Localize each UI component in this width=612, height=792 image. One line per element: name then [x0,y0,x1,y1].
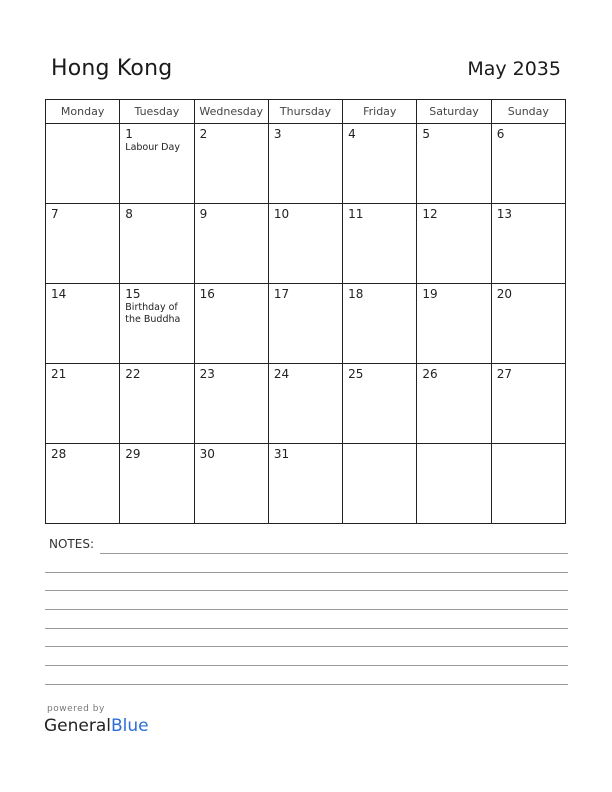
day-number: 31 [273,447,290,461]
day-cell [194,284,268,364]
weekday-header: Friday [343,100,417,124]
day-number: 21 [51,367,67,381]
calendar-country-title: Hong Kong [51,56,173,81]
note-line [45,628,568,629]
day-cell [120,444,194,524]
day-number: 2 [199,127,208,141]
logo-blue-text: Blue [111,716,149,736]
day-cell [194,124,268,204]
day-cell [417,364,491,444]
day-cell [343,204,417,284]
day-cell [268,364,342,444]
week-row [46,124,566,204]
day-number: 16 [199,287,215,301]
day-number: 12 [422,207,438,221]
holiday-label: Birthday of the Buddha [125,302,181,325]
day-cell [417,284,491,364]
day-cell [120,284,194,364]
day-number: 5 [422,127,431,141]
week-row [46,284,566,364]
logo-general-text: General [44,716,111,736]
day-cell [120,364,194,444]
day-cell [417,204,491,284]
day-number: 15 [125,287,141,301]
day-cell [268,124,342,204]
week-row [46,204,566,284]
day-number: 11 [348,207,364,221]
note-line [45,646,568,647]
day-number: 29 [125,447,141,461]
day-number: 4 [348,127,356,141]
weekday-header: Thursday [268,100,342,124]
weekday-header: Monday [46,100,120,124]
day-cell [491,124,565,204]
day-number: 1 [125,127,133,141]
day-cell [491,204,565,284]
weekday-header-row [46,100,566,124]
day-cell [46,284,120,364]
day-number: 8 [125,207,133,221]
calendar-grid [45,99,566,524]
weekday-header: Tuesday [120,100,194,124]
day-cell [343,124,417,204]
day-cell [46,124,120,204]
day-number: 25 [348,367,364,381]
day-cell [268,284,342,364]
week-row [46,364,566,444]
holiday-label: Labour Day [125,142,180,153]
generalblue-logo[interactable] [44,716,149,736]
day-number: 10 [273,207,290,221]
day-cell [343,364,417,444]
day-number: 3 [273,127,282,141]
day-cell [120,124,194,204]
day-cell [491,284,565,364]
day-number: 17 [273,287,290,301]
day-number: 20 [496,287,512,301]
note-line [45,684,568,685]
day-number: 7 [51,207,59,221]
day-cell [46,204,120,284]
day-cell [268,444,342,524]
week-row [46,444,566,524]
notes-label: NOTES: [49,537,94,551]
day-number: 18 [348,287,364,301]
note-line [45,572,568,573]
day-cell [343,284,417,364]
day-cell [491,444,565,524]
day-number: 13 [496,207,512,221]
weekday-header: Wednesday [194,100,268,124]
day-number: 14 [51,287,67,301]
weekday-header: Sunday [491,100,565,124]
powered-by-text: powered by [47,704,105,714]
day-cell [491,364,565,444]
day-number: 28 [51,447,67,461]
day-cell [194,444,268,524]
day-number: 24 [273,367,290,381]
day-number: 27 [496,367,512,381]
day-number: 22 [125,367,141,381]
day-number: 6 [496,127,505,141]
day-cell [46,444,120,524]
day-cell [417,444,491,524]
day-cell [417,124,491,204]
day-cell [194,204,268,284]
note-line [45,609,568,610]
day-number: 9 [199,207,208,221]
calendar-month-title: May 2035 [467,58,561,80]
day-cell [194,364,268,444]
note-line [100,553,568,554]
weekday-header: Saturday [417,100,491,124]
day-cell [268,204,342,284]
day-cell [343,444,417,524]
day-number: 23 [199,367,215,381]
day-number: 30 [199,447,215,461]
day-cell [46,364,120,444]
note-line [45,590,568,591]
day-cell [120,204,194,284]
day-number: 19 [422,287,438,301]
day-number: 26 [422,367,438,381]
note-line [45,665,568,666]
